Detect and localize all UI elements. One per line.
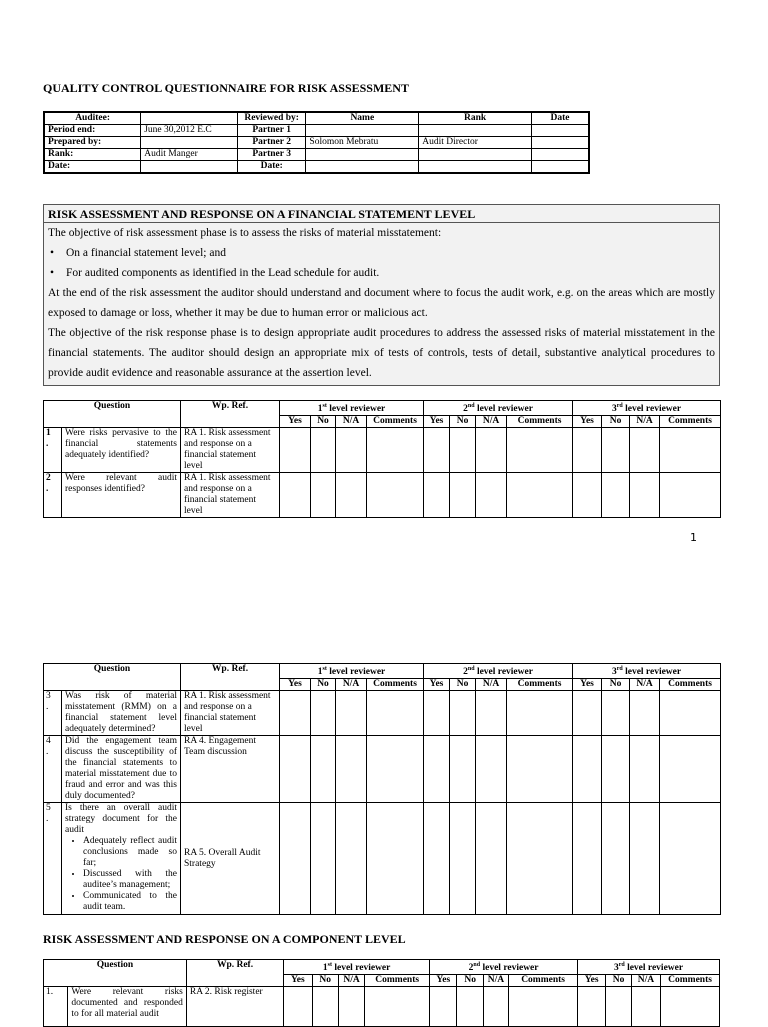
comments-header: Comments xyxy=(507,416,573,428)
partner-date xyxy=(532,149,589,161)
answer-cell[interactable] xyxy=(602,473,630,518)
wp-ref: RA 4. Engagement Team discussion xyxy=(181,736,280,803)
question-text: Were relevant risks documented and responded to for all material audit xyxy=(68,987,187,1027)
level2-reviewer-header: 2nd level reviewer xyxy=(424,664,573,679)
yes-header: Yes xyxy=(430,975,457,987)
question-text: Did the engagement team discuss the susceptibility of the financial statements to material misstatement due to fraud and error and was this duly documented? xyxy=(62,736,181,803)
na-header: N/A xyxy=(630,679,660,691)
answer-cell[interactable] xyxy=(630,803,660,915)
question-text: Were risks pervasive to the financial statements adequately identified? xyxy=(62,428,181,473)
auditee-value xyxy=(141,112,238,125)
comment-cell[interactable] xyxy=(507,736,573,803)
answer-cell[interactable] xyxy=(280,473,311,518)
auditee-label: Auditee: xyxy=(44,112,141,125)
na-header: N/A xyxy=(336,416,367,428)
partner-date xyxy=(532,137,589,149)
name-header: Name xyxy=(306,112,419,125)
list-item: • Communicated to the audit team. xyxy=(83,891,177,913)
table-row xyxy=(44,161,589,174)
question-number: 5 . xyxy=(44,803,62,915)
comment-cell[interactable] xyxy=(367,803,424,915)
auditee-header-row xyxy=(44,112,589,125)
answer-cell[interactable] xyxy=(578,987,606,1027)
comment-cell[interactable] xyxy=(365,987,430,1027)
answer-cell[interactable] xyxy=(280,736,311,803)
wp-ref: RA 5. Overall Audit Strategy xyxy=(181,803,280,915)
comments-header: Comments xyxy=(509,975,578,987)
rank-header: Rank xyxy=(419,112,532,125)
partner-rank: Audit Director xyxy=(419,137,532,149)
comments-header: Comments xyxy=(365,975,430,987)
answer-cell[interactable] xyxy=(450,428,476,473)
partner-name: Solomon Mebratu xyxy=(306,137,419,149)
risk-section-heading: RISK ASSESSMENT AND RESPONSE ON A FINANCIAL STATEMENT LEVEL xyxy=(44,205,719,223)
comment-cell[interactable] xyxy=(367,691,424,736)
answer-cell[interactable] xyxy=(630,691,660,736)
comment-cell[interactable] xyxy=(660,691,721,736)
question-header: Question xyxy=(44,960,187,987)
row-value xyxy=(141,161,238,174)
answer-cell[interactable] xyxy=(311,428,336,473)
comment-cell[interactable] xyxy=(507,473,573,518)
answer-cell[interactable] xyxy=(338,987,364,1027)
no-header: No xyxy=(312,975,338,987)
yes-header: Yes xyxy=(424,416,450,428)
partner-label: Partner 1 xyxy=(237,125,306,137)
answer-cell[interactable] xyxy=(424,473,450,518)
answer-cell[interactable] xyxy=(602,803,630,915)
answer-cell[interactable] xyxy=(573,691,602,736)
comments-header: Comments xyxy=(661,975,720,987)
partner-label: Partner 2 xyxy=(237,137,306,149)
comment-cell[interactable] xyxy=(367,428,424,473)
auditee-table xyxy=(43,111,590,174)
comment-cell[interactable] xyxy=(507,803,573,915)
na-header: N/A xyxy=(338,975,364,987)
comment-cell[interactable] xyxy=(660,473,721,518)
comments-header: Comments xyxy=(660,679,721,691)
question-text: Is there an overall audit strategy document for the audit xyxy=(65,803,177,836)
table-row xyxy=(44,137,589,149)
wp-ref: RA 1. Risk assessment and response on a financial statement level xyxy=(181,691,280,736)
comments-header: Comments xyxy=(660,416,721,428)
table-row xyxy=(44,691,721,736)
no-header: No xyxy=(311,679,336,691)
question-number: 2 . xyxy=(44,473,62,518)
answer-cell[interactable] xyxy=(311,803,336,915)
table-row xyxy=(44,149,589,161)
level3-reviewer-header: 3rd level reviewer xyxy=(573,401,721,416)
table-row xyxy=(44,803,721,915)
questionnaire-table-3 xyxy=(43,959,720,1027)
risk-assessment-box xyxy=(43,204,720,386)
comment-cell[interactable] xyxy=(660,428,721,473)
partner-date xyxy=(532,125,589,137)
level1-reviewer-header: 1st level reviewer xyxy=(280,664,424,679)
question-header: Question xyxy=(44,401,181,428)
question-sub-list xyxy=(65,836,177,913)
answer-cell[interactable] xyxy=(476,691,507,736)
comment-cell[interactable] xyxy=(660,736,721,803)
no-header: No xyxy=(311,416,336,428)
yes-header: Yes xyxy=(280,416,311,428)
comment-cell[interactable] xyxy=(507,691,573,736)
answer-cell[interactable] xyxy=(602,691,630,736)
question-number: 1. xyxy=(44,987,68,1027)
answer-cell[interactable] xyxy=(424,428,450,473)
partner-label: Partner 3 xyxy=(237,149,306,161)
answer-cell[interactable] xyxy=(476,473,507,518)
question-cell xyxy=(62,803,181,915)
question-number: 3 . xyxy=(44,691,62,736)
answer-cell[interactable] xyxy=(450,691,476,736)
table-row xyxy=(44,125,589,137)
question-header: Question xyxy=(44,664,181,691)
comments-header: Comments xyxy=(367,679,424,691)
partner-name xyxy=(306,149,419,161)
row-label: Prepared by: xyxy=(44,137,141,149)
list-item: • Adequately reflect audit conclusions made so far; xyxy=(83,836,177,869)
answer-cell[interactable] xyxy=(630,736,660,803)
answer-cell[interactable] xyxy=(476,428,507,473)
partner-date xyxy=(532,161,589,174)
yes-header: Yes xyxy=(280,679,311,691)
questionnaire-table-2 xyxy=(43,663,721,915)
answer-cell[interactable] xyxy=(424,691,450,736)
no-header: No xyxy=(457,975,483,987)
level1-reviewer-header: 1st level reviewer xyxy=(284,960,430,975)
yes-header: Yes xyxy=(424,679,450,691)
row-label: Period end: xyxy=(44,125,141,137)
answer-cell[interactable] xyxy=(280,428,311,473)
table-row xyxy=(44,428,721,473)
answer-cell[interactable] xyxy=(476,803,507,915)
partner-name xyxy=(306,125,419,137)
na-header: N/A xyxy=(483,975,508,987)
question-number: 1 . xyxy=(44,428,62,473)
answer-cell[interactable] xyxy=(311,473,336,518)
partner-rank xyxy=(419,161,532,174)
row-value: June 30,2012 E.C xyxy=(141,125,238,137)
comment-cell[interactable] xyxy=(367,473,424,518)
row-value xyxy=(141,137,238,149)
no-header: No xyxy=(602,416,630,428)
answer-cell[interactable] xyxy=(336,803,367,915)
yes-header: Yes xyxy=(284,975,312,987)
comment-cell[interactable] xyxy=(367,736,424,803)
answer-cell[interactable] xyxy=(280,691,311,736)
questionnaire-table-1 xyxy=(43,400,721,518)
comment-cell[interactable] xyxy=(509,987,578,1027)
risk-bullet: • On a financial statement level; and xyxy=(48,243,715,263)
risk-bullet: • For audited components as identified in the Lead schedule for audit. xyxy=(48,263,715,283)
partner-name xyxy=(306,161,419,174)
partner-rank xyxy=(419,149,532,161)
wp-ref: RA 2. Risk register xyxy=(186,987,283,1027)
comments-header: Comments xyxy=(367,416,424,428)
na-header: N/A xyxy=(630,416,660,428)
answer-cell[interactable] xyxy=(312,987,338,1027)
document-title: QUALITY CONTROL QUESTIONNAIRE FOR RISK ASSESSMENT xyxy=(43,81,409,95)
answer-cell[interactable] xyxy=(630,473,660,518)
risk-intro: The objective of risk assessment phase is to assess the risks of material misstatement: xyxy=(48,227,442,239)
wp-ref-header: Wp. Ref. xyxy=(186,960,283,987)
component-section-heading: RISK ASSESSMENT AND RESPONSE ON A COMPONENT LEVEL xyxy=(43,932,406,946)
table-row xyxy=(44,473,721,518)
answer-cell[interactable] xyxy=(450,803,476,915)
comments-header: Comments xyxy=(507,679,573,691)
yes-header: Yes xyxy=(573,416,602,428)
level2-reviewer-header: 2nd level reviewer xyxy=(424,401,573,416)
answer-cell[interactable] xyxy=(476,736,507,803)
level1-reviewer-header: 1st level reviewer xyxy=(280,401,424,416)
yes-header: Yes xyxy=(573,679,602,691)
answer-cell[interactable] xyxy=(430,987,457,1027)
answer-cell[interactable] xyxy=(311,691,336,736)
answer-cell[interactable] xyxy=(602,736,630,803)
question-text: Were relevant audit responses identified? xyxy=(62,473,181,518)
question-number: 4 . xyxy=(44,736,62,803)
wp-ref: RA 1. Risk assessment and response on a financial statement level xyxy=(181,473,280,518)
comment-cell[interactable] xyxy=(660,803,721,915)
no-header: No xyxy=(450,679,476,691)
row-label: Rank: xyxy=(44,149,141,161)
list-item: • Discussed with the auditee’s management; xyxy=(83,869,177,891)
answer-cell[interactable] xyxy=(336,736,367,803)
answer-cell[interactable] xyxy=(284,987,312,1027)
no-header: No xyxy=(606,975,631,987)
wp-ref-header: Wp. Ref. xyxy=(181,664,280,691)
na-header: N/A xyxy=(336,679,367,691)
level2-reviewer-header: 2nd level reviewer xyxy=(430,960,578,975)
comment-cell[interactable] xyxy=(507,428,573,473)
reviewed-by-label: Reviewed by: xyxy=(237,112,306,125)
risk-paragraph-2: The objective of the risk response phase is to design appropriate audit procedures to address the assessed risks of material misstatement in the financial statements. The auditor should design an appropriate mix of tests of controls, tests of detail, substantive analytical procedures to provide audit evidence and reasonable assurance at the assertion level. xyxy=(48,327,715,379)
partner-label: Date: xyxy=(237,161,306,174)
answer-cell[interactable] xyxy=(336,473,367,518)
answer-cell[interactable] xyxy=(336,428,367,473)
no-header: No xyxy=(450,416,476,428)
level3-reviewer-header: 3rd level reviewer xyxy=(578,960,720,975)
row-value: Audit Manger xyxy=(141,149,238,161)
level3-reviewer-header: 3rd level reviewer xyxy=(573,664,721,679)
answer-cell[interactable] xyxy=(424,803,450,915)
answer-cell[interactable] xyxy=(280,803,311,915)
na-header: N/A xyxy=(476,416,507,428)
risk-paragraph-1: At the end of the risk assessment the auditor should understand and document where to focus the audit work, e.g. on the areas which are mostly exposed to damage or loss, whether it may be due to human error or malicious act. xyxy=(48,287,715,319)
na-header: N/A xyxy=(631,975,660,987)
partner-rank xyxy=(419,125,532,137)
answer-cell[interactable] xyxy=(450,473,476,518)
question-text: Was risk of material misstatement (RMM) on a financial statement level adequately determined? xyxy=(62,691,181,736)
na-header: N/A xyxy=(476,679,507,691)
date-header: Date xyxy=(532,112,589,125)
no-header: No xyxy=(602,679,630,691)
answer-cell[interactable] xyxy=(631,987,660,1027)
answer-cell[interactable] xyxy=(424,736,450,803)
answer-cell[interactable] xyxy=(573,428,602,473)
answer-cell[interactable] xyxy=(336,691,367,736)
answer-cell[interactable] xyxy=(450,736,476,803)
answer-cell[interactable] xyxy=(630,428,660,473)
answer-cell[interactable] xyxy=(457,987,483,1027)
row-label: Date: xyxy=(44,161,141,174)
answer-cell[interactable] xyxy=(311,736,336,803)
answer-cell[interactable] xyxy=(573,803,602,915)
wp-ref: RA 1. Risk assessment and response on a financial statement level xyxy=(181,428,280,473)
table-row xyxy=(44,736,721,803)
page-number: 1 xyxy=(690,531,697,544)
wp-ref-header: Wp. Ref. xyxy=(181,401,280,428)
answer-cell[interactable] xyxy=(606,987,631,1027)
comment-cell[interactable] xyxy=(661,987,720,1027)
answer-cell[interactable] xyxy=(483,987,508,1027)
table-row xyxy=(44,987,720,1027)
answer-cell[interactable] xyxy=(602,428,630,473)
answer-cell[interactable] xyxy=(573,473,602,518)
answer-cell[interactable] xyxy=(573,736,602,803)
yes-header: Yes xyxy=(578,975,606,987)
